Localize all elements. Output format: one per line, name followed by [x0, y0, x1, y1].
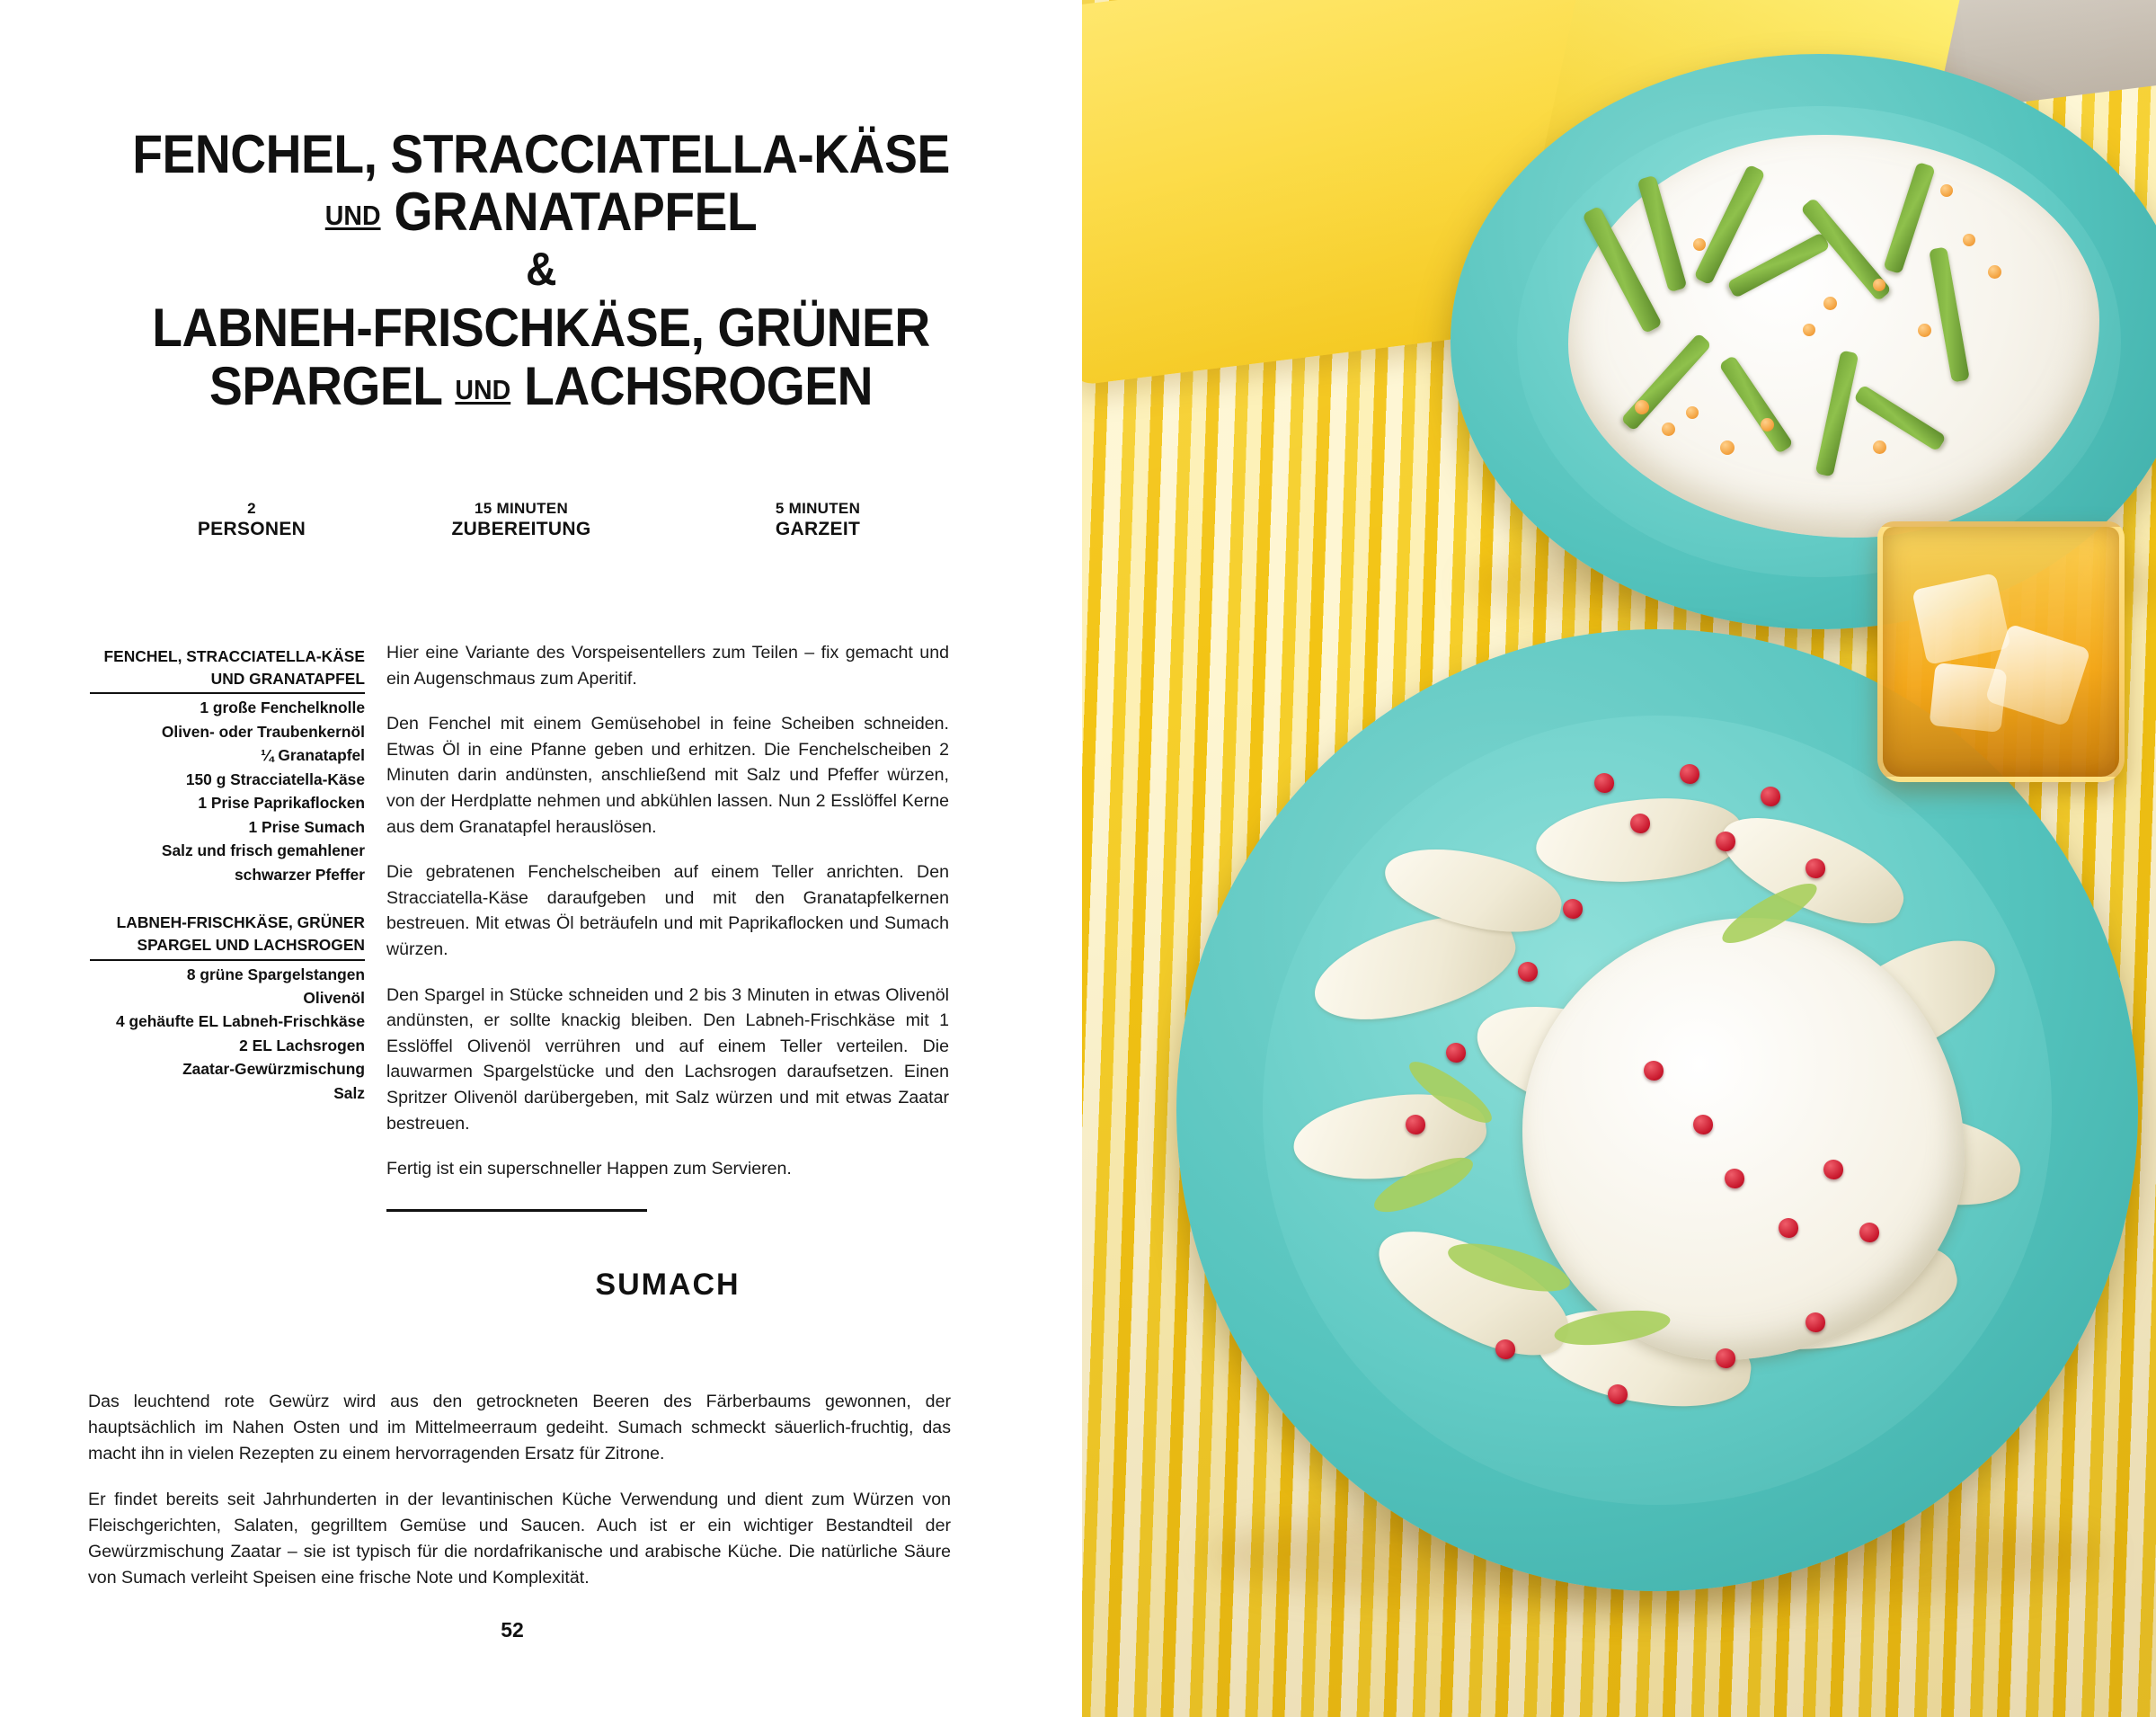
sidebar-paragraph: Er findet bereits seit Jahrhunderten in der levantinischen Küche Verwendung und dient zum Würzen von Fleischgerichten, Salaten, gegrilltem Gemüse und Saucen. Auch ist er ein wichtiger Bestandteil der Gewürzmischung Zaatar – sie ist typisch für die nordafrikanische und arabische Küche. Die natürliche Säure von Sumach verleiht Speisen eine frische Note und Komplexität.: [88, 1489, 951, 1588]
pomegranate-seed: [1725, 1169, 1744, 1188]
salmon-roe: [1988, 265, 2001, 279]
ice-cube: [1930, 663, 2008, 733]
section-divider: [386, 1209, 647, 1212]
pomegranate-seed: [1823, 1160, 1843, 1179]
pomegranate-seed: [1716, 832, 1735, 851]
pomegranate-seed: [1608, 1384, 1628, 1404]
meta-prep-time-value: 15 MINUTEN: [474, 500, 569, 517]
salmon-roe: [1940, 184, 1953, 197]
pomegranate-seed: [1859, 1223, 1879, 1242]
ingredient-group-1: [90, 645, 365, 886]
salmon-roe: [1720, 440, 1735, 455]
drink-glass: [1877, 521, 2125, 782]
salmon-roe: [1873, 440, 1886, 454]
ingredient-item: 150 g Stracciatella-Käse: [185, 770, 365, 788]
title-line-5-after: LACHSROGEN: [524, 355, 874, 416]
pomegranate-seed: [1779, 1218, 1798, 1238]
ingredient-item: Salz und frisch gemahlener schwarzer Pfeffer: [161, 841, 365, 884]
ingredient-group-2: [90, 912, 365, 1105]
title-line-5-before: SPARGEL: [209, 355, 442, 416]
stracciatella-cheese: [1522, 918, 1965, 1360]
title-line-1: FENCHEL, STRACCIATELLA-KÄSE: [132, 124, 950, 184]
pomegranate-seed: [1761, 787, 1780, 806]
sidebar-body: [88, 1389, 951, 1611]
pomegranate-seed: [1495, 1339, 1515, 1359]
recipe-step: Den Fenchel mit einem Gemüsehobel in feine Scheiben schneiden. Etwas Öl in eine Pfanne geben und erhitzen. Die Fenchelscheiben 2 Minuten darin andünsten, anschließend mit Salz und Pfeffer würzen, von der Herdplatte nehmen und abkühlen lassen. Nun 2 Esslöffel Kerne aus dem Granatapfel herauslösen.: [386, 714, 949, 837]
recipe-step: Fertig ist ein superschneller Happen zum Servieren.: [386, 1159, 792, 1179]
ingredient-item: 1 Prise Sumach: [248, 817, 365, 836]
recipe-step: Den Spargel in Stücke schneiden und 2 bis 3 Minuten in etwas Olivenöl andünsten, er sollte knackig bleiben. Den Labneh-Frischkäse mit 1 Esslöffel Olivenöl verrühren und auf einem Teller verteilen. Die lauwarmen Spargelstücke und den Lachsrogen daraufsetzen. Einen Spritzer Olivenöl darübergeben, mit Salz würzen und mit etwas Zaatar bestreuen.: [386, 984, 949, 1134]
ingredient-item: 1 große Fenchelknolle: [200, 698, 365, 717]
recipe-photo: [1082, 0, 2156, 1717]
meta-servings: [144, 499, 359, 542]
page-number: 52: [501, 1618, 524, 1641]
ingredient-group-2-heading: LABNEH-FRISCHKÄSE, GRÜNER SPARGEL UND LACHSROGEN: [90, 912, 365, 960]
recipe-steps: [386, 640, 949, 1202]
meta-cook-time-value: 5 MINUTEN: [775, 500, 861, 517]
meta-servings-label: PERSONEN: [197, 519, 306, 540]
salmon-roe: [1686, 406, 1699, 419]
recipe-step: Die gebratenen Fenchelscheiben auf einem Teller anrichten. Den Stracciatella-Käse daraufgeben und mit den Granatapfelkernen bestreuen. Mit etwas Öl beträufeln und mit Paprikaflocken und Sumach würzen.: [386, 862, 949, 959]
salmon-roe: [1693, 238, 1706, 251]
pomegranate-seed: [1446, 1043, 1466, 1063]
ingredient-item: Zaatar-Gewürzmischung: [182, 1060, 365, 1079]
ingredient-item: 2 EL Lachsrogen: [239, 1036, 365, 1054]
title-ampersand: &: [525, 244, 557, 297]
pomegranate-seed: [1644, 1061, 1664, 1081]
pomegranate-seed: [1630, 814, 1650, 833]
meta-servings-value: 2: [247, 500, 256, 517]
recipe-step: Hier eine Variante des Vorspeisentellers zum Teilen – fix gemacht und ein Augenschmaus zum Aperitif.: [386, 643, 949, 689]
ingredient-item: ¼ Granatapfel: [261, 746, 365, 765]
salmon-roe: [1918, 324, 1931, 337]
recipe-meta: [90, 499, 989, 553]
title-line-2: [110, 183, 972, 241]
salmon-roe: [1963, 234, 1975, 246]
title-connector-und-2: UND: [455, 373, 511, 405]
sidebar-paragraph: Das leuchtend rote Gewürz wird aus den getrockneten Beeren des Färberbaums gewonnen, der hauptsächlich im Nahen Osten und im Mittelmeerraum gedeiht. Sumach schmeckt säuerlich-fruchtig, das macht ihn in vielen Rezepten zu einem hervorragenden Ersatz für Zitrone.: [88, 1392, 951, 1463]
sidebar-heading: SUMACH: [595, 1268, 741, 1302]
pomegranate-seed: [1693, 1115, 1713, 1134]
meta-prep-time-label: ZUBEREITUNG: [451, 519, 591, 540]
ingredient-group-1-heading: FENCHEL, STRACCIATELLA-KÄSE UND GRANATAPFEL: [90, 645, 365, 694]
ingredient-item: 4 gehäufte EL Labneh-Frischkäse: [115, 1012, 365, 1031]
meta-cook-time: [710, 499, 926, 542]
salmon-roe: [1873, 279, 1885, 291]
pomegranate-seed: [1716, 1348, 1735, 1368]
recipe-title: [0, 126, 1082, 415]
ingredient-item: Oliven- oder Traubenkernöl: [161, 722, 365, 741]
pomegranate-seed: [1680, 764, 1699, 784]
salmon-roe: [1803, 324, 1815, 336]
salmon-roe: [1761, 418, 1774, 431]
ingredients-column: [90, 645, 365, 1105]
ingredient-item: Olivenöl: [303, 989, 365, 1008]
salmon-roe: [1662, 423, 1675, 436]
ice-cube: [1912, 573, 2011, 665]
title-line-5: [110, 355, 972, 416]
pomegranate-seed: [1406, 1115, 1425, 1134]
pomegranate-seed: [1563, 899, 1583, 919]
pomegranate-seed: [1806, 858, 1825, 878]
meta-prep-time: [404, 499, 638, 542]
ingredient-item: 1 Prise Paprikaflocken: [198, 794, 365, 813]
meta-cook-time-label: GARZEIT: [775, 519, 861, 540]
title-line-4: LABNEH-FRISCHKÄSE, GRÜNER: [152, 298, 930, 359]
pomegranate-seed: [1594, 773, 1614, 793]
ingredient-item: 8 grüne Spargelstangen: [186, 965, 365, 983]
salmon-roe: [1823, 297, 1837, 310]
pomegranate-seed: [1518, 962, 1538, 982]
title-connector-und-1: UND: [324, 200, 381, 232]
title-line-2-text: GRANATAPFEL: [394, 182, 758, 243]
pomegranate-seed: [1806, 1312, 1825, 1332]
salmon-roe: [1635, 400, 1649, 414]
ingredient-item: Salz: [333, 1083, 365, 1102]
